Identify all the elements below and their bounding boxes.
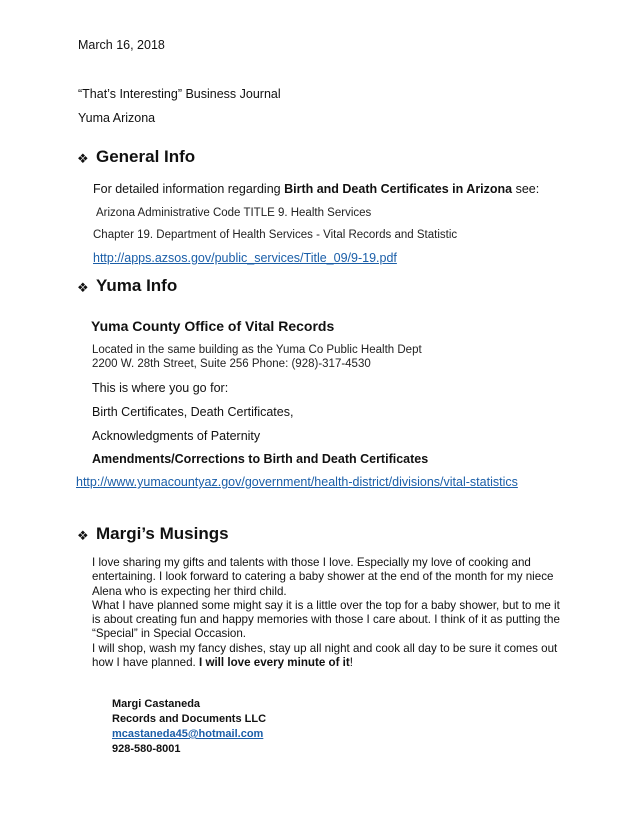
section-heading-general: General Info: [96, 147, 196, 166]
general-intro-prefix: For detailed information regarding: [93, 182, 285, 196]
publication-name: “That’s Interesting” Business Journal: [78, 87, 281, 101]
signature-phone: 928-580-8001: [112, 743, 181, 755]
chapter-line: Chapter 19. Department of Health Services - Vital Records and Statistic: [93, 229, 458, 241]
go-for-label: This is where you go for:: [92, 381, 229, 395]
musings-body: [92, 556, 562, 670]
musings-paragraph: What I have planned some might say it is a little over the top for a baby shower, but to me it is about creating fun and happy memories with those I care about. I think of it as putting the “Special” in Special Occasion.: [92, 598, 560, 641]
diamond-bullet-icon: ❖: [77, 151, 89, 166]
admin-code-line: Arizona Administrative Code TITLE 9. Health Services: [96, 207, 372, 219]
section-heading-yuma: Yuma Info: [96, 276, 178, 295]
general-intro: [93, 182, 539, 196]
service-item: Acknowledgments of Paternity: [92, 429, 261, 443]
yuma-county-link[interactable]: http://www.yumacountyaz.gov/government/health-district/divisions/vital-statistics: [76, 475, 518, 489]
musings-emphasis: I will love every minute of it: [199, 656, 350, 670]
musings-paragraph-text: I will shop, wash my fancy dishes, stay up all night and cook all day to be sure it comes out how I have planned.: [92, 641, 558, 670]
musings-paragraph: I love sharing my gifts and talents with those I love. Especially my love of cooking and entertaining. I look forward to catering a baby shower at the end of the month for my niece Alena who is expecting her third child.: [92, 556, 554, 598]
signature-email-link[interactable]: mcastaneda45@hotmail.com: [112, 728, 264, 740]
location: Yuma Arizona: [78, 111, 156, 125]
service-item: Amendments/Corrections to Birth and Death Certificates: [92, 452, 429, 466]
general-intro-suffix: see:: [512, 182, 540, 196]
musings-paragraph: [92, 642, 562, 671]
office-title: Yuma County Office of Vital Records: [91, 318, 335, 334]
service-item: Birth Certificates, Death Certificates,: [92, 405, 294, 419]
document-date: March 16, 2018: [78, 38, 165, 52]
address-line-1: Located in the same building as the Yuma Co Public Health Dept: [92, 344, 422, 356]
address-line-2: 2200 W. 28th Street, Suite 256 Phone: (928)-317-4530: [92, 358, 371, 370]
signature-company: Records and Documents LLC: [112, 713, 267, 725]
diamond-bullet-icon: ❖: [77, 528, 89, 543]
general-intro-bold: Birth and Death Certificates in Arizona: [284, 182, 513, 196]
diamond-bullet-icon: ❖: [77, 280, 89, 295]
section-heading-musings: Margi’s Musings: [96, 524, 229, 543]
musings-paragraph-end: !: [349, 656, 353, 670]
signature-name: Margi Castaneda: [112, 698, 201, 710]
azsos-link[interactable]: http://apps.azsos.gov/public_services/Title_09/9-19.pdf: [93, 251, 397, 265]
